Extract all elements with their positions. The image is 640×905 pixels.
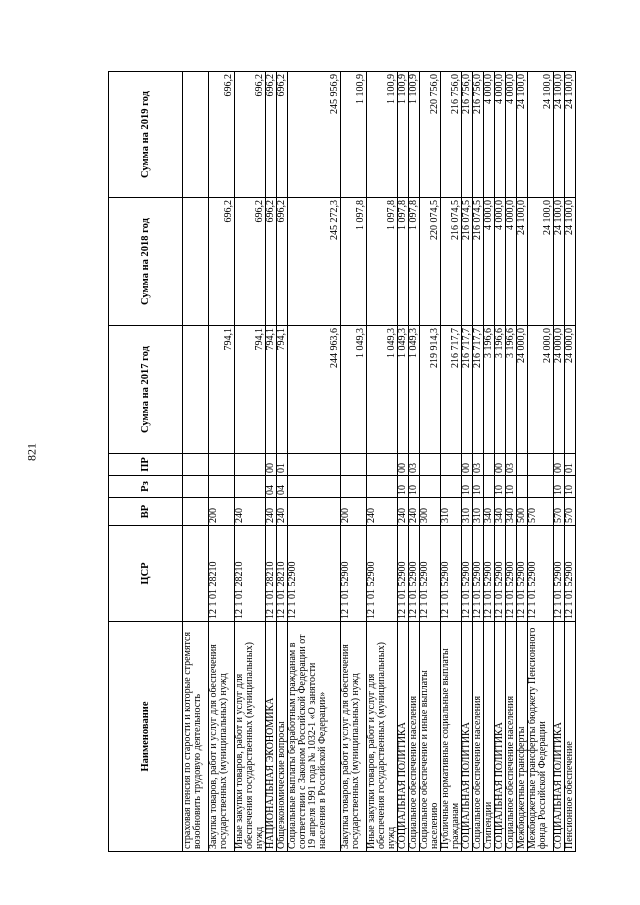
row-name-cell: Стипендии (484, 622, 495, 852)
row-sum-2017-cell: 219 914,3 (420, 326, 441, 454)
row-sum-2018-cell: 24 100,0 (517, 198, 528, 326)
row-vr-cell: 240 (398, 498, 409, 526)
table-row (183, 72, 209, 852)
table-row (209, 72, 235, 852)
rotated-table-container (108, 72, 575, 852)
table-row (367, 72, 398, 852)
row-sum-2017-cell: 794,1 (266, 326, 277, 454)
table-row (398, 72, 409, 852)
row-name-cell: страховая пенсия по старости и которые стремятся возобновить трудовую деятельность (183, 622, 209, 852)
row-pr-cell: 00 (495, 454, 506, 476)
row-sum-2017-cell: 24 000,0 (565, 326, 576, 454)
row-vr-cell: 340 (506, 498, 517, 526)
row-name-cell: Межбюджетные трансферты бюджету Пенсионного фонда Российской Федерации (528, 622, 554, 852)
row-sum-2019-cell: 24 100,0 (528, 72, 554, 198)
row-pr-cell: 03 (473, 454, 484, 476)
row-sum-2017-cell: 1 049,3 (341, 326, 367, 454)
row-sum-2017-cell: 794,1 (277, 326, 288, 454)
row-name-cell: СОЦИАЛЬНАЯ ПОЛИТИКА (495, 622, 506, 852)
row-sum-2017-cell: 3 196,6 (506, 326, 517, 454)
row-name-cell: Иные закупки товаров, работ и услуг для обеспечения государственных (муниципальных) нужд (367, 622, 398, 852)
row-sum-2019-cell: 24 100,0 (565, 72, 576, 198)
row-pr-cell (441, 454, 462, 476)
column-header: Наименование (109, 622, 183, 852)
row-sum-2019-cell: 696,2 (266, 72, 277, 198)
row-vr-cell: 240 (409, 498, 420, 526)
row-sum-2017-cell: 216 717,7 (462, 326, 473, 454)
row-sum-2018-cell (183, 198, 209, 326)
table-row (277, 72, 288, 852)
row-name-cell: Закупка товаров, работ и услуг для обеспечения государственных (муниципальных) нужд (341, 622, 367, 852)
row-rz-cell (367, 476, 398, 498)
row-sum-2018-cell: 24 100,0 (554, 198, 565, 326)
table-row (473, 72, 484, 852)
row-sum-2018-cell: 245 272,3 (288, 198, 341, 326)
row-csr-cell: 12 1 01 28210 (277, 526, 288, 622)
row-rz-cell (183, 476, 209, 498)
row-pr-cell (183, 454, 209, 476)
table-row (341, 72, 367, 852)
row-rz-cell: 10 (554, 476, 565, 498)
row-sum-2017-cell: 794,1 (209, 326, 235, 454)
row-sum-2017-cell: 1 049,3 (409, 326, 420, 454)
row-vr-cell: 310 (462, 498, 473, 526)
column-header: Сумма на 2019 год (109, 72, 183, 198)
row-sum-2018-cell: 216 074,5 (441, 198, 462, 326)
row-csr-cell: 12 1 01 28210 (209, 526, 235, 622)
row-rz-cell (420, 476, 441, 498)
row-pr-cell (517, 454, 528, 476)
row-vr-cell: 240 (266, 498, 277, 526)
row-name-cell: Межбюджетные трансферты (517, 622, 528, 852)
row-sum-2019-cell: 1 100,9 (398, 72, 409, 198)
row-pr-cell: 00 (462, 454, 473, 476)
table-row (462, 72, 473, 852)
row-sum-2018-cell: 4 000,0 (495, 198, 506, 326)
row-sum-2018-cell: 696,2 (277, 198, 288, 326)
row-sum-2019-cell: 216 756,0 (462, 72, 473, 198)
row-pr-cell: 03 (506, 454, 517, 476)
row-name-cell: Иные закупки товаров, работ и услуг для обеспечения государственных (муниципальных) нужд (235, 622, 266, 852)
row-csr-cell: 12 1 01 52900 (473, 526, 484, 622)
row-csr-cell: 12 1 01 52900 (554, 526, 565, 622)
row-sum-2018-cell: 220 074,5 (420, 198, 441, 326)
row-vr-cell: 570 (554, 498, 565, 526)
table-row (235, 72, 266, 852)
row-rz-cell (235, 476, 266, 498)
column-header: ПР (109, 454, 183, 476)
row-pr-cell: 01 (565, 454, 576, 476)
row-rz-cell (484, 476, 495, 498)
row-sum-2019-cell: 216 756,0 (473, 72, 484, 198)
row-sum-2019-cell (183, 72, 209, 198)
row-sum-2018-cell: 1 097,8 (341, 198, 367, 326)
row-name-cell: Социальные выплаты безработным гражданам в соответствии с Законом Российской Федерации от 19 апреля 1991 года № 1032-1 «О занятости населения в Российской Федерации» (288, 622, 341, 852)
row-sum-2017-cell: 216 717,7 (441, 326, 462, 454)
row-sum-2017-cell: 1 049,3 (367, 326, 398, 454)
row-sum-2019-cell: 1 100,9 (341, 72, 367, 198)
row-rz-cell: 04 (266, 476, 277, 498)
row-csr-cell: 12 1 01 52900 (484, 526, 495, 622)
row-vr-cell (288, 498, 341, 526)
table-row (288, 72, 341, 852)
row-rz-cell: 04 (277, 476, 288, 498)
row-rz-cell: 10 (506, 476, 517, 498)
row-rz-cell: 10 (565, 476, 576, 498)
page-number: 821 (24, 443, 39, 461)
row-sum-2017-cell: 1 049,3 (398, 326, 409, 454)
row-sum-2018-cell: 696,2 (266, 198, 277, 326)
row-vr-cell: 240 (235, 498, 266, 526)
row-sum-2018-cell: 4 000,0 (484, 198, 495, 326)
row-name-cell: Пенсионное обеспечение (565, 622, 576, 852)
row-sum-2018-cell: 216 074,5 (462, 198, 473, 326)
table-header-row (109, 72, 183, 852)
row-vr-cell: 570 (528, 498, 554, 526)
row-sum-2018-cell: 1 097,8 (398, 198, 409, 326)
row-sum-2019-cell: 4 000,0 (506, 72, 517, 198)
row-vr-cell: 200 (209, 498, 235, 526)
row-sum-2019-cell: 1 100,9 (367, 72, 398, 198)
row-sum-2018-cell: 696,2 (209, 198, 235, 326)
row-name-cell: СОЦИАЛЬНАЯ ПОЛИТИКА (462, 622, 473, 852)
row-name-cell: СОЦИАЛЬНАЯ ПОЛИТИКА (398, 622, 409, 852)
row-rz-cell: 10 (409, 476, 420, 498)
table-row (565, 72, 576, 852)
row-name-cell: Социальное обеспечение населения (409, 622, 420, 852)
row-csr-cell: 12 1 01 52900 (495, 526, 506, 622)
row-rz-cell: 10 (398, 476, 409, 498)
row-vr-cell: 240 (277, 498, 288, 526)
row-csr-cell: 12 1 01 52900 (367, 526, 398, 622)
row-csr-cell: 12 1 01 52900 (528, 526, 554, 622)
row-sum-2019-cell: 220 756,0 (420, 72, 441, 198)
row-sum-2017-cell (183, 326, 209, 454)
row-name-cell: НАЦИОНАЛЬНАЯ ЭКОНОМИКА (266, 622, 277, 852)
row-sum-2018-cell: 1 097,8 (367, 198, 398, 326)
row-vr-cell: 310 (473, 498, 484, 526)
row-sum-2017-cell: 244 963,6 (288, 326, 341, 454)
row-name-cell: Социальное обеспечение и иные выплаты населению (420, 622, 441, 852)
row-csr-cell: 12 1 01 52900 (441, 526, 462, 622)
row-vr-cell (183, 498, 209, 526)
row-pr-cell (367, 454, 398, 476)
row-sum-2017-cell: 3 196,6 (484, 326, 495, 454)
row-sum-2017-cell: 216 717,7 (473, 326, 484, 454)
table-row (495, 72, 506, 852)
row-csr-cell: 12 1 01 52900 (517, 526, 528, 622)
row-sum-2019-cell: 24 100,0 (554, 72, 565, 198)
column-header: ВР (109, 498, 183, 526)
row-csr-cell: 12 1 01 52900 (565, 526, 576, 622)
row-vr-cell: 500 (517, 498, 528, 526)
row-pr-cell (528, 454, 554, 476)
row-pr-cell (341, 454, 367, 476)
table-row (441, 72, 462, 852)
row-sum-2019-cell: 1 100,9 (409, 72, 420, 198)
table-row (484, 72, 495, 852)
row-sum-2018-cell: 24 100,0 (565, 198, 576, 326)
row-name-cell: СОЦИАЛЬНАЯ ПОЛИТИКА (554, 622, 565, 852)
row-pr-cell: 00 (266, 454, 277, 476)
column-header: Сумма на 2017 год (109, 326, 183, 454)
row-pr-cell (209, 454, 235, 476)
row-sum-2017-cell: 24 000,0 (554, 326, 565, 454)
row-sum-2019-cell: 216 756,0 (441, 72, 462, 198)
row-rz-cell: 10 (495, 476, 506, 498)
row-name-cell: Закупка товаров, работ и услуг для обеспечения государственных (муниципальных) нужд (209, 622, 235, 852)
row-name-cell: Публичные нормативные социальные выплаты гражданам (441, 622, 462, 852)
row-sum-2019-cell: 696,2 (235, 72, 266, 198)
row-pr-cell: 01 (277, 454, 288, 476)
row-csr-cell: 12 1 01 52900 (420, 526, 441, 622)
column-header: ЦСР (109, 526, 183, 622)
table-row (517, 72, 528, 852)
row-vr-cell: 570 (565, 498, 576, 526)
row-sum-2018-cell: 1 097,8 (409, 198, 420, 326)
table-row (409, 72, 420, 852)
row-vr-cell: 310 (441, 498, 462, 526)
row-rz-cell (528, 476, 554, 498)
column-header: Рз (109, 476, 183, 498)
row-vr-cell: 200 (341, 498, 367, 526)
row-csr-cell: 12 1 01 52900 (341, 526, 367, 622)
table-row (420, 72, 441, 852)
row-vr-cell: 340 (484, 498, 495, 526)
row-sum-2017-cell: 24 000,0 (528, 326, 554, 454)
row-name-cell: Социальное обеспечение населения (506, 622, 517, 852)
table-row (506, 72, 517, 852)
row-sum-2019-cell: 245 956,9 (288, 72, 341, 198)
row-csr-cell: 12 1 01 52900 (506, 526, 517, 622)
row-pr-cell: 00 (554, 454, 565, 476)
row-csr-cell: 12 1 01 52900 (398, 526, 409, 622)
row-csr-cell: 12 1 01 52900 (409, 526, 420, 622)
row-rz-cell: 10 (462, 476, 473, 498)
row-name-cell: Общеэкономические вопросы (277, 622, 288, 852)
row-sum-2018-cell: 4 000,0 (506, 198, 517, 326)
row-sum-2019-cell: 4 000,0 (495, 72, 506, 198)
row-rz-cell (209, 476, 235, 498)
row-csr-cell (183, 526, 209, 622)
column-header: Сумма на 2018 год (109, 198, 183, 326)
row-vr-cell: 300 (420, 498, 441, 526)
row-csr-cell: 12 1 01 52900 (462, 526, 473, 622)
row-sum-2018-cell: 696,2 (235, 198, 266, 326)
row-sum-2018-cell: 24 100,0 (528, 198, 554, 326)
row-pr-cell (288, 454, 341, 476)
row-rz-cell (288, 476, 341, 498)
row-sum-2017-cell: 3 196,6 (495, 326, 506, 454)
row-vr-cell: 340 (495, 498, 506, 526)
row-rz-cell: 10 (473, 476, 484, 498)
table-row (528, 72, 554, 852)
row-sum-2019-cell: 696,2 (209, 72, 235, 198)
row-csr-cell: 12 1 01 28210 (235, 526, 266, 622)
table-row (266, 72, 277, 852)
row-pr-cell: 00 (398, 454, 409, 476)
row-sum-2019-cell: 696,2 (277, 72, 288, 198)
row-sum-2017-cell: 24 000,0 (517, 326, 528, 454)
budget-table (108, 71, 576, 852)
row-pr-cell (484, 454, 495, 476)
row-pr-cell: 03 (409, 454, 420, 476)
row-rz-cell (441, 476, 462, 498)
table-viewport (108, 72, 575, 852)
row-sum-2019-cell: 4 000,0 (484, 72, 495, 198)
row-sum-2017-cell: 794,1 (235, 326, 266, 454)
table-body (183, 72, 576, 852)
row-sum-2019-cell: 24 100,0 (517, 72, 528, 198)
row-vr-cell: 240 (367, 498, 398, 526)
row-rz-cell (517, 476, 528, 498)
row-pr-cell (420, 454, 441, 476)
row-rz-cell (341, 476, 367, 498)
row-sum-2018-cell: 216 074,5 (473, 198, 484, 326)
row-pr-cell (235, 454, 266, 476)
row-name-cell: Социальное обеспечение населения (473, 622, 484, 852)
table-row (554, 72, 565, 852)
row-csr-cell: 12 1 01 52900 (288, 526, 341, 622)
row-csr-cell: 12 1 01 28210 (266, 526, 277, 622)
